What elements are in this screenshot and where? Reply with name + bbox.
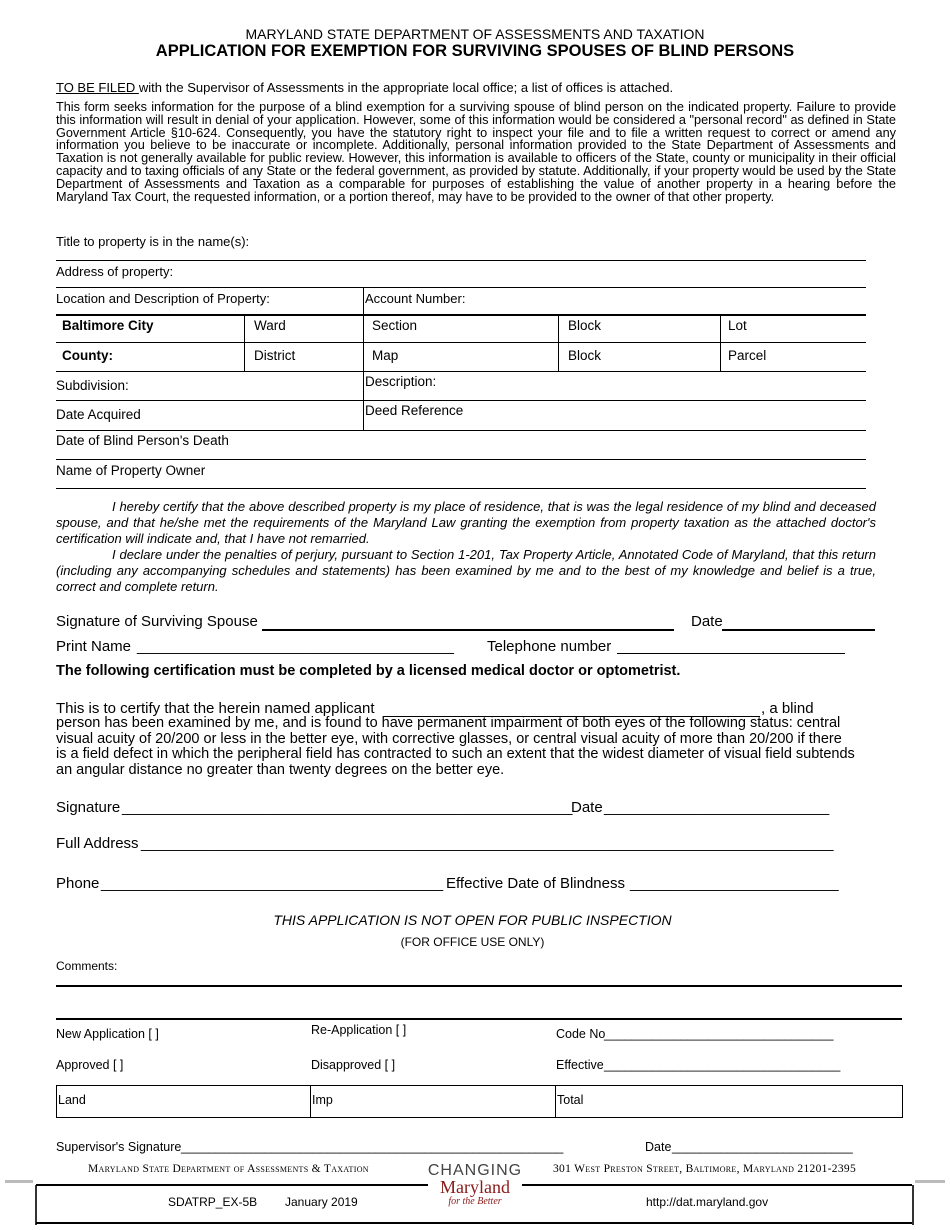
footer-rule <box>36 1184 428 1186</box>
blind-text: , a blind <box>761 700 814 717</box>
logo-maryland: Maryland <box>440 1177 510 1197</box>
print-name-label: Print Name <box>56 638 132 655</box>
address-line <box>56 287 866 288</box>
filing-rest: with the Supervisor of Assessments in the appropriate local office; a list of offices is attached. <box>138 80 674 95</box>
print-name-blank[interactable]: ______________________________________ <box>137 638 455 655</box>
effective-date-blank[interactable]: _________________________ <box>630 875 839 892</box>
spouse-date-line[interactable] <box>722 629 875 631</box>
subdivision-label: Subdivision: <box>56 378 129 393</box>
account-number-label: Account Number: <box>365 291 466 306</box>
privacy-notice: This form seeks information for the purpose of a blind exemption for a surviving spouse of blind person on the indicated property. Failure to provide this information will result in denial of your application. However, some of this information would be considered a "personal record" as defined in State Government Article §10-624. Consequently, you have the statutory right to inspect your file and to file a written request to correct or amend any information you believe to be inaccurate or incomplete. Additionally, personal information provided to the State Department of Assessments and Taxation is not generally available for public review. However, this information is available to officers of the State, county or municipality in their official capacity and to taxing officials of any State or the federal government, as provided by statute. Additionally, if your property would be used by the State Department of Assessments and Taxation as a comparable for purposes of establishing the value of another property in a hearing before the Maryland Tax Court, the requested information, or a portion thereof, may have to be provided to the owner of that other property. <box>56 100 896 204</box>
code-no-blank[interactable]: _________________________________ <box>604 1027 834 1041</box>
medical-criteria: person has been examined by me, and is found to have permanent impairment of both eyes of the following status: central visual acuity of 20/200 or less in the better eye, with corrective glasses, or central visual acuity of more than 20/200 if there is a field defect in which the peripheral field has contracted to such an extent that the widest diameter of visual field subtends an angular distance no greater than twenty degrees on the better eye. <box>56 715 855 778</box>
public-inspection-notice: THIS APPLICATION IS NOT OPEN FOR PUBLIC INSPECTION <box>273 912 672 928</box>
spouse-date-label: Date <box>691 613 723 630</box>
district-label: District <box>254 348 296 363</box>
disapproved-checkbox[interactable]: Disapproved [ ] <box>311 1058 396 1072</box>
county-label: County: <box>62 348 113 363</box>
approved-checkbox[interactable]: Approved [ ] <box>56 1058 124 1072</box>
comments-line-2[interactable] <box>56 1018 902 1020</box>
map-label: Map <box>372 348 399 363</box>
total-field[interactable]: Total <box>557 1093 584 1107</box>
location-label: Location and Description of Property: <box>56 291 270 306</box>
office-use-only: (FOR OFFICE USE ONLY) <box>400 935 545 949</box>
description-label: Description: <box>365 374 437 389</box>
doctor-signature-label: Signature <box>56 799 121 816</box>
col-divider <box>720 314 721 371</box>
crop-mark <box>915 1180 945 1183</box>
owner-name-label: Name of Property Owner <box>56 463 206 478</box>
full-address-blank[interactable]: ___________________________________________________________________________________ <box>141 835 834 852</box>
row-divider <box>56 342 866 343</box>
supervisor-date-label: Date <box>645 1140 672 1154</box>
valuation-divider <box>555 1085 556 1118</box>
footer-rule-bottom <box>36 1222 912 1224</box>
row-divider <box>56 371 866 372</box>
effective-label: Effective <box>556 1058 604 1072</box>
comments-line[interactable] <box>56 985 902 987</box>
lot-label: Lot <box>728 318 747 333</box>
logo-tagline: for the Better <box>448 1196 502 1207</box>
land-field[interactable]: Land <box>58 1093 86 1107</box>
telephone-label: Telephone number <box>487 638 612 655</box>
footer-agency: Maryland State Department of Assessments & Taxation <box>88 1163 369 1175</box>
supervisor-signature-blank[interactable]: _______________________________________________________ <box>181 1140 564 1154</box>
agency-header: MARYLAND STATE DEPARTMENT OF ASSESSMENTS AND TAXATION <box>245 26 705 42</box>
form-id: SDATRP_EX-5B <box>168 1195 258 1209</box>
doctor-date-blank[interactable]: ___________________________ <box>604 799 830 816</box>
filing-instruction <box>56 80 896 95</box>
supervisor-date-blank[interactable]: __________________________ <box>672 1140 853 1154</box>
applicant-intro: This is to certify that the herein named applicant <box>56 700 375 717</box>
footer-rule <box>522 1184 912 1186</box>
certification-para-2: I declare under the penalties of perjury, pursuant to Section 1-201, Tax Property Article, Annotated Code of Maryland, that this return (including any accompanying schedules and statements) has been examined by me and to the best of my knowledge and belief is a true, correct and complete return. <box>56 547 876 594</box>
row-divider <box>56 459 866 460</box>
doctor-signature-blank[interactable]: ______________________________________________________ <box>122 799 573 816</box>
baltimore-city-label: Baltimore City <box>62 318 154 333</box>
ward-label: Ward <box>254 318 286 333</box>
logo-changing: CHANGING <box>427 1162 523 1179</box>
supervisor-signature-label: Supervisor's Signature <box>56 1140 182 1154</box>
footer-address: 301 West Preston Street, Baltimore, Maryland 21201-2395 <box>553 1163 856 1175</box>
spouse-signature-line[interactable] <box>262 629 674 631</box>
effective-blank[interactable]: __________________________________ <box>604 1058 841 1072</box>
date-acquired-label: Date Acquired <box>56 407 141 422</box>
section-label: Section <box>372 318 418 333</box>
col-divider <box>558 314 559 371</box>
comments-label: Comments: <box>56 959 118 973</box>
col-divider <box>363 288 364 430</box>
location-table-top <box>56 314 866 316</box>
crop-mark <box>5 1180 33 1183</box>
phone-blank[interactable]: _________________________________________ <box>101 875 444 892</box>
doctor-date-label: Date <box>571 799 603 816</box>
medical-heading: The following certification must be completed by a licensed medical doctor or optometrist. <box>56 663 681 679</box>
row-divider <box>56 400 363 401</box>
block-label: Block <box>568 318 602 333</box>
phone-label: Phone <box>56 875 100 892</box>
website-link[interactable]: http://dat.maryland.gov <box>646 1195 769 1209</box>
footer-border-left <box>35 1185 37 1225</box>
code-no-label: Code No <box>556 1027 606 1041</box>
row-divider <box>56 430 866 431</box>
parcel-label: Parcel <box>728 348 767 363</box>
form-title: APPLICATION FOR EXEMPTION FOR SURVIVING SPOUSES OF BLIND PERSONS <box>155 42 795 60</box>
title-names-label: Title to property is in the name(s): <box>56 234 250 249</box>
certification-para-1: I hereby certify that the above described property is my place of residence, that is was the legal residence of my blind and deceased spouse, and that he/she met the requirements of the Maryland Law granting the exemption from property taxation as the attached doctor's certification will indicate and, that I have not remarried. <box>56 499 876 546</box>
address-label: Address of property: <box>56 264 174 279</box>
row-divider <box>363 400 866 401</box>
new-application-checkbox[interactable]: New Application [ ] <box>56 1027 159 1041</box>
death-date-label: Date of Blind Person's Death <box>56 433 229 448</box>
spouse-signature-label: Signature of Surviving Spouse <box>56 613 258 630</box>
effective-date-label: Effective Date of Blindness <box>446 875 625 892</box>
footer-border-right <box>912 1185 914 1225</box>
imp-field[interactable]: Imp <box>312 1093 333 1107</box>
telephone-line[interactable] <box>617 653 845 654</box>
valuation-divider <box>310 1085 311 1118</box>
to-be-filed: TO BE FILED <box>56 80 139 95</box>
title-names-line <box>56 260 866 261</box>
row-divider <box>56 488 866 489</box>
col-divider <box>244 314 245 371</box>
full-address-label: Full Address <box>56 835 139 852</box>
block-label-2: Block <box>568 348 602 363</box>
re-application-checkbox[interactable]: Re-Application [ ] <box>311 1023 407 1037</box>
valuation-box <box>56 1085 903 1118</box>
form-date: January 2019 <box>285 1195 358 1209</box>
deed-reference-label: Deed Reference <box>365 403 464 418</box>
